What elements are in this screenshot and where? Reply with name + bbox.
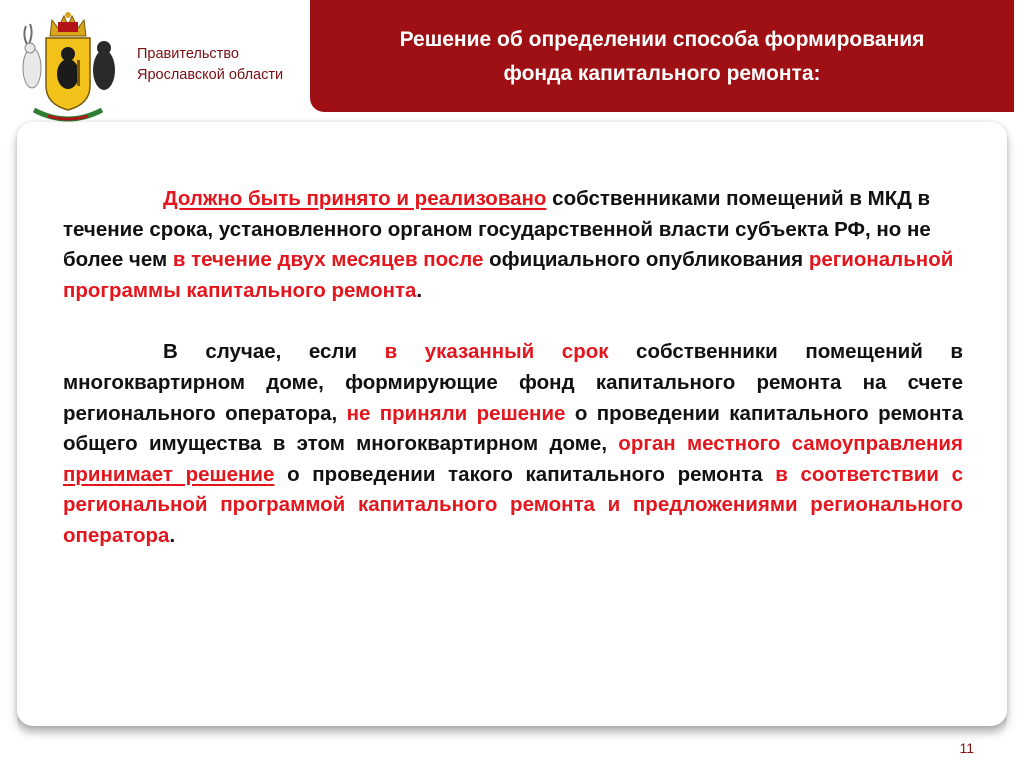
paragraph-2-text-4: о проведении такого капитального ремонта xyxy=(274,462,776,486)
page-number: 11 xyxy=(959,740,974,756)
paragraph-1-emphasis-2: в течение двух месяцев после xyxy=(172,248,484,272)
paragraph-gap xyxy=(63,306,963,337)
yaroslavl-oblast-coat-of-arms-icon xyxy=(8,6,128,126)
paragraph-2-emphasis-1: в указанный срок xyxy=(384,340,609,364)
paragraph-2-text-3: о проведении капитального ремонта общего имущества в этом многоквартирном доме, xyxy=(63,401,963,456)
paragraph-2-emphasis-5: в соответствии с региональной программой капитального ремонта и предложениями регионального оператора xyxy=(63,462,964,547)
paragraph-1-emphasis-3: региональной программы капитального ремонта xyxy=(63,248,954,302)
paragraph-1-emphasis-1: Должно быть принято и реализовано xyxy=(163,187,547,210)
slide-title-line-2: фонда капитального ремонта: xyxy=(503,62,821,85)
paragraph-1 xyxy=(63,184,963,306)
slide-title-line-1: Решение об определении способа формирования xyxy=(399,28,925,51)
paragraph-2-text-1: В случае, если xyxy=(163,340,385,364)
paragraph-1-text-1: собственниками помещений в МКД в течение срока, установленного органом государственной власти субъекта РФ, но не более чем xyxy=(63,187,931,272)
paragraph-1-period: . xyxy=(416,278,423,302)
paragraph-2-emphasis-4: принимает решение xyxy=(63,462,275,486)
organization-line-2: Ярославской области xyxy=(137,67,284,83)
paragraph-2-emphasis-3: орган местного самоуправления xyxy=(618,432,963,456)
slide-title-banner xyxy=(310,0,1014,112)
organization-name xyxy=(137,44,312,86)
paragraph-2-emphasis-2: не приняли решение xyxy=(346,401,566,425)
organization-line-1: Правительство xyxy=(137,46,239,62)
paragraph-2-text-2: собственники помещений в многоквартирном доме, формирующие фонд капитального ремонта на счете регионального оператора, xyxy=(63,340,963,425)
paragraph-1-text-2: официального опубликования xyxy=(483,248,809,272)
slide-body xyxy=(63,184,963,552)
paragraph-2-period: . xyxy=(169,523,176,547)
paragraph-2 xyxy=(63,337,963,551)
